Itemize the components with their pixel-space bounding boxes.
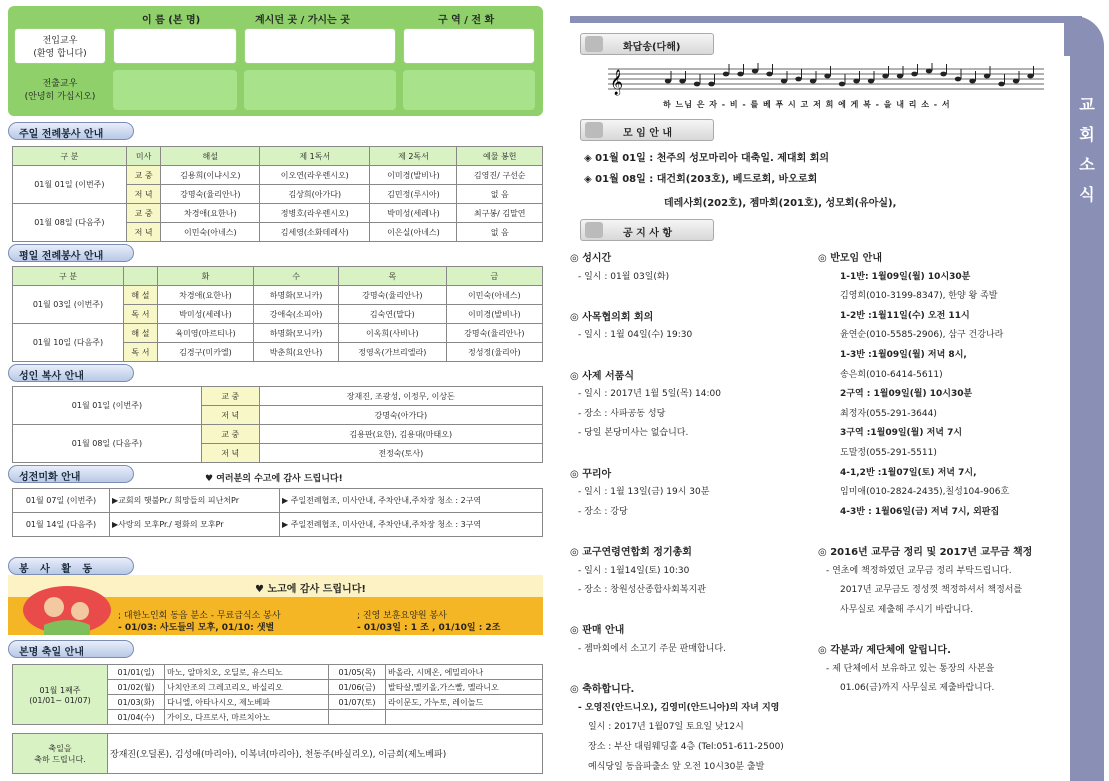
notice-left-line: - 젬마회에서 소고기 주문 판매합니다. bbox=[578, 644, 726, 654]
hymn-score bbox=[608, 63, 1044, 97]
feast-cell: 01/02(월) bbox=[108, 680, 165, 695]
adult-cell: 장재진, 조광성, 이정무, 이상돈 bbox=[259, 387, 542, 406]
notice-right-line: 3구역 :1월09일(월) 저녁 7시 bbox=[840, 428, 963, 439]
feast-cell: 01/07(토) bbox=[329, 695, 386, 710]
welcome-col-name: 이 름 (본 명) bbox=[142, 15, 201, 26]
service-title: 봉 사 활 동 bbox=[8, 557, 134, 575]
welcome-out-label bbox=[14, 70, 106, 110]
feast-cell: 01/06(금) bbox=[329, 680, 386, 695]
beauty-row bbox=[13, 489, 543, 513]
note bbox=[795, 77, 801, 82]
sidebar-label: 교 회 소 식 bbox=[1079, 95, 1095, 204]
sunday-cell: 이오연(라우렌시오) bbox=[260, 166, 370, 185]
notice-right-line: 임미애(010-2824-2435),칠성104-906호 bbox=[840, 487, 1010, 498]
sunday-cell: 정병호(라우렌시오) bbox=[260, 204, 370, 223]
welcome-out-place[interactable] bbox=[244, 70, 396, 110]
notice-right-line: 1-1반: 1월09일(월) 10시30분 bbox=[840, 271, 971, 282]
service-right2: - 01/03일 : 1 조 , 01/10일 : 2조 bbox=[357, 623, 501, 633]
service-right1: ; 진영 보훈요양원 봉사 bbox=[357, 611, 447, 621]
note bbox=[911, 72, 917, 77]
welcome-in-region[interactable] bbox=[403, 28, 535, 64]
welcome-col-region: 구 역 / 전 화 bbox=[438, 15, 495, 26]
weekday-cell: 이미경(발비나) bbox=[446, 305, 542, 324]
notice-right-line: - 제 단체에서 보유하고 있는 통장의 사본을 bbox=[826, 663, 995, 674]
weekday-header-cell: 금 bbox=[446, 267, 542, 286]
notice-left-line: - 일시 : 1월 13일(금) 19시 30분 bbox=[578, 487, 710, 498]
sunday-table bbox=[12, 146, 543, 242]
weekday-cell: 독 서 bbox=[123, 343, 157, 362]
hymn-lyrics: 하 느님 은 자 - 비 - 를 베 푸 시 고 저 희 에 게 복 - 을 내 리 소 - 서 bbox=[663, 100, 951, 109]
notice-left-line: - 일시 : 01월 03일(화) bbox=[578, 271, 670, 282]
hymn-icon bbox=[585, 36, 603, 52]
notice-right-line: 1-3반 :1월09일(월) 저녁 8시, bbox=[840, 350, 967, 360]
notice-right-line: 1-2반 :1월11일(수) 오전 11시 bbox=[840, 310, 970, 321]
adult-row bbox=[13, 387, 543, 406]
beauty-row bbox=[13, 513, 543, 537]
weekday-cell: 강명숙(율리안나) bbox=[339, 286, 447, 305]
note bbox=[679, 79, 685, 84]
note bbox=[926, 69, 932, 74]
meeting-icon bbox=[585, 122, 603, 138]
note bbox=[708, 82, 714, 87]
adult-date: 01월 08일 (다음주) bbox=[13, 425, 202, 463]
notice-right-line: ◎ 각분과/ 제단체에 알립니다. bbox=[818, 645, 951, 656]
notice-left-line: ◎ 사제 서품식 bbox=[570, 370, 634, 382]
note bbox=[1013, 79, 1019, 84]
sunday-header-cell: 구 분 bbox=[13, 147, 127, 166]
weekday-cell: 하명화(모니카) bbox=[254, 324, 339, 343]
note bbox=[824, 74, 830, 79]
note bbox=[665, 79, 671, 84]
weekday-table bbox=[12, 266, 543, 362]
sunday-header-cell: 제 2독서 bbox=[370, 147, 457, 166]
meeting-line2: ◈ 01월 08일 : 대건회(203호), 베드로회, 바오로회 bbox=[584, 174, 818, 185]
feast-congrats bbox=[12, 733, 543, 774]
notice-right-line: ◎ 반모임 안내 bbox=[818, 253, 882, 264]
note bbox=[737, 72, 743, 77]
weekday-cell: 이민숙(아네스) bbox=[446, 286, 542, 305]
hymn-title-text: 화답송(다해) bbox=[623, 42, 681, 53]
note bbox=[955, 77, 961, 82]
notice-left-line: ◎ 판매 안내 bbox=[570, 625, 625, 637]
right-header-bar bbox=[570, 16, 1082, 23]
weekday-row bbox=[13, 286, 543, 305]
sunday-cell: 김영진/ 구선순 bbox=[457, 166, 543, 185]
sunday-cell: 박미성(세레나) bbox=[370, 204, 457, 223]
adult-cell: 전정숙(토사) bbox=[259, 444, 542, 463]
notice-right-line: 김영희(010-3199-8347), 한양 왕 족발 bbox=[840, 291, 998, 302]
notice-left-line: - 일시 : 2017년 1월 5일(목) 14:00 bbox=[578, 389, 721, 400]
notice-left-line: ◎ 성시간 bbox=[570, 253, 612, 264]
feast-cell: 발타살,멜키올,가스빨, 멜라니오 bbox=[386, 680, 543, 695]
notice-right-line: - 연초에 책정하였던 교무금 정리 부탁드립니다. bbox=[826, 565, 1012, 576]
adult-cell: 저 녁 bbox=[201, 444, 259, 463]
weekday-header-cell bbox=[123, 267, 157, 286]
feast-cell: 라이문도, 가누토, 레이놀드 bbox=[386, 695, 543, 710]
weekday-cell: 강명숙(율리안나) bbox=[446, 324, 542, 343]
notice-left-line: - 일시 : 1월 04일(수) 19:30 bbox=[578, 330, 693, 341]
notice-right-line: 도말정(055-291-5511) bbox=[840, 448, 937, 458]
notice-title bbox=[580, 219, 714, 241]
sunday-cell: 김상희(아가다) bbox=[260, 185, 370, 204]
volunteers-image bbox=[22, 585, 112, 635]
hymn-title bbox=[580, 33, 714, 55]
notice-left-line: - 장소 : 창원성산종합사회복지관 bbox=[578, 585, 706, 596]
notice-left-line: 예식당일 동읍파출소 앞 오전 10시30분 출발 bbox=[588, 761, 765, 772]
adult-cell: 교 중 bbox=[201, 387, 259, 406]
weekday-cell: 박춘희(요안나) bbox=[254, 343, 339, 362]
weekday-date: 01월 03일 (이번주) bbox=[13, 286, 124, 324]
welcome-out-text: 전출교우 (안녕히 가십시오) bbox=[24, 79, 96, 102]
note bbox=[868, 79, 874, 84]
sunday-header-cell: 예물 봉헌 bbox=[457, 147, 543, 166]
beauty-cell: 01월 14일 (다음주) bbox=[13, 513, 110, 537]
weekday-row bbox=[13, 324, 543, 343]
sunday-cell: 이미경(발비나) bbox=[370, 166, 457, 185]
notice-right-line: 4-1,2반 :1월07일(토) 저녁 7시, bbox=[840, 467, 977, 478]
adult-date: 01월 01일 (이번주) bbox=[13, 387, 202, 425]
sunday-cell: 교 중 bbox=[126, 204, 161, 223]
note bbox=[1027, 74, 1033, 79]
feast-table bbox=[12, 664, 543, 725]
notice-left-line: ◎ 교구연령연합회 정기총회 bbox=[570, 547, 692, 558]
feast-cell: 가이오, 다프로사, 마르치아노 bbox=[165, 710, 329, 725]
notice-left-line: - 당일 본당미사는 없습니다. bbox=[578, 428, 689, 439]
weekday-cell: 김숙연(말다) bbox=[339, 305, 447, 324]
beauty-cell: ▶ 주일전례협조, 미사안내, 주차안내,주차장 청소 : 3구역 bbox=[280, 513, 543, 537]
note bbox=[940, 72, 946, 77]
notice-icon bbox=[585, 222, 603, 238]
note bbox=[810, 79, 816, 84]
weekday-header-row bbox=[13, 267, 543, 286]
feast-cell: 마노, 알마치오, 오딜로, 유스티노 bbox=[165, 665, 329, 680]
welcome-out-name[interactable] bbox=[113, 70, 237, 110]
feast-week: 01월 1째주 (01/01~ 01/07) bbox=[13, 665, 108, 725]
note bbox=[853, 79, 859, 84]
feast-cell: 다니엘, 아타나시오, 제노베파 bbox=[165, 695, 329, 710]
notice-left-line: 장소 : 부산 대림웨딩홀 4층 (Tel:051-611-2500) bbox=[588, 742, 784, 752]
meeting-title-text: 모 임 안 내 bbox=[623, 128, 673, 139]
weekday-cell: 강애숙(소피아) bbox=[254, 305, 339, 324]
adult-row bbox=[13, 425, 543, 444]
weekday-cell: 해 설 bbox=[123, 324, 157, 343]
sunday-header-cell: 제 1독서 bbox=[260, 147, 370, 166]
note bbox=[897, 74, 903, 79]
weekday-cell: 독 서 bbox=[123, 305, 157, 324]
sunday-date: 01월 08일 (다음주) bbox=[13, 204, 127, 242]
weekday-cell: 해 설 bbox=[123, 286, 157, 305]
welcome-in-place[interactable] bbox=[244, 28, 396, 64]
feast-cell bbox=[386, 710, 543, 725]
weekday-cell: 육미영(마르티나) bbox=[157, 324, 253, 343]
note bbox=[766, 72, 772, 77]
note bbox=[723, 72, 729, 77]
notice-right-line: 윤연순(010-5585-2906), 삼구 건강나라 bbox=[840, 330, 1004, 341]
weekday-cell: 이옥희(사비나) bbox=[339, 324, 447, 343]
notice-right-line: 송은희(010-6414-5611) bbox=[840, 369, 943, 380]
feast-cell: 01/05(목) bbox=[329, 665, 386, 680]
sunday-cell: 김민정(루시아) bbox=[370, 185, 457, 204]
weekday-title: 평일 전례봉사 안내 bbox=[8, 244, 134, 262]
sunday-cell: 저 녁 bbox=[126, 185, 161, 204]
sunday-cell: 차경애(요한나) bbox=[161, 204, 260, 223]
sunday-title: 주일 전례봉사 안내 bbox=[8, 122, 134, 140]
feast-cell: 바올라, 시메온, 에밀리아나 bbox=[386, 665, 543, 680]
service-illustration bbox=[22, 585, 112, 635]
note bbox=[998, 82, 1004, 87]
notice-right-line: 2017년 교무금도 정성껏 책정하셔서 책정서를 bbox=[840, 585, 1023, 596]
note bbox=[984, 74, 990, 79]
beauty-title: 성전미화 안내 bbox=[8, 465, 134, 483]
sunday-header-cell: 해설 bbox=[161, 147, 260, 166]
weekday-header-cell: 수 bbox=[254, 267, 339, 286]
welcome-out-region[interactable] bbox=[403, 70, 535, 110]
notice-left-line: - 장소 : 사파공동 성당 bbox=[578, 408, 666, 419]
weekday-cell: 하명화(모니카) bbox=[254, 286, 339, 305]
note bbox=[882, 74, 888, 79]
feast-cell: 01/01(일) bbox=[108, 665, 165, 680]
sunday-cell: 김용희(이냐시오) bbox=[161, 166, 260, 185]
welcome-in-label bbox=[14, 28, 106, 64]
weekday-header-cell: 화 bbox=[157, 267, 253, 286]
beauty-table bbox=[12, 488, 543, 537]
meeting-line3: 데레사회(202호), 젬마회(201호), 성모회(유아실), bbox=[664, 198, 897, 209]
meeting-title bbox=[580, 119, 714, 141]
notice-left-line: 일시 : 2017년 1월07일 토요일 낮12시 bbox=[588, 722, 744, 733]
music-staff bbox=[608, 63, 1044, 97]
adult-cell: 김용판(요한), 김용대(마태오) bbox=[259, 425, 542, 444]
weekday-header-cell: 목 bbox=[339, 267, 447, 286]
note bbox=[781, 79, 787, 84]
notice-left-line: ◎ 사목협의회 회의 bbox=[570, 311, 654, 323]
welcome-in-text: 전입교우 (환영 합니다) bbox=[33, 36, 87, 59]
weekday-cell: 차경애(요한나) bbox=[157, 286, 253, 305]
sunday-date: 01월 01일 (이번주) bbox=[13, 166, 127, 204]
sunday-header-row bbox=[13, 147, 543, 166]
service-left2: - 01/03: 사도들의 모후, 01/10: 샛별 bbox=[118, 623, 275, 633]
beauty-thanks: ♥ 여러분의 수고에 감사 드립니다! bbox=[205, 474, 343, 484]
notice-left-line: ◎ 꾸리아 bbox=[570, 468, 612, 480]
sunday-row bbox=[13, 204, 543, 223]
sunday-cell: 김세영(소화데레사) bbox=[260, 223, 370, 242]
congrats-names: 장재진(오딜론), 김성애(마리아), 이복녀(마리아), 천동주(바실리오), 이금희(제노베파) bbox=[108, 734, 543, 774]
feast-row bbox=[13, 665, 543, 680]
sunday-cell: 저 녁 bbox=[126, 223, 161, 242]
feast-cell bbox=[329, 710, 386, 725]
feast-title: 본명 축일 안내 bbox=[8, 640, 134, 658]
beauty-cell: ▶ 주일전례협조, 미사안내, 주차안내,주차장 청소 : 2구역 bbox=[280, 489, 543, 513]
weekday-cell: 정영옥(가브리엘라) bbox=[339, 343, 447, 362]
notice-left-line: - 오영진(안드니오), 김영미(안드니아)의 자녀 지영 bbox=[578, 702, 780, 713]
feast-cell: 01/04(수) bbox=[108, 710, 165, 725]
notice-right-line: 사무실로 제출해 주시기 바랍니다. bbox=[840, 604, 974, 615]
adult-cell: 강명숙(아가다) bbox=[259, 406, 542, 425]
notice-right-line: 01.06(금)까지 사무실로 제출바랍니다. bbox=[840, 683, 995, 694]
sunday-cell: 최구봉/ 김말연 bbox=[457, 204, 543, 223]
feast-cell: 01/03(화) bbox=[108, 695, 165, 710]
adult-cell: 교 중 bbox=[201, 425, 259, 444]
notice-right-line: 2구역 : 1월09일(월) 10시30분 bbox=[840, 389, 973, 400]
note bbox=[969, 79, 975, 84]
sunday-cell: 교 중 bbox=[126, 166, 161, 185]
service-left1: ; 대한노인회 동읍 분소 - 무료급식소 봉사 bbox=[118, 611, 281, 621]
notice-left-line: - 일시 : 1월14일(토) 10:30 bbox=[578, 565, 690, 576]
beauty-cell: 01월 07일 (이번주) bbox=[13, 489, 110, 513]
beauty-cell: ▶사랑의 모후Pr./ 평화의 모후Pr bbox=[110, 513, 280, 537]
svg-text:𝄞: 𝄞 bbox=[610, 70, 624, 95]
adult-table bbox=[12, 386, 543, 463]
weekday-cell: 정성정(율리아) bbox=[446, 343, 542, 362]
congrats-label: 축일을 축하 드립니다. bbox=[13, 734, 108, 774]
note bbox=[839, 82, 845, 87]
sunday-header-cell: 미사 bbox=[126, 147, 161, 166]
adult-title: 성인 복사 안내 bbox=[8, 364, 134, 382]
sunday-cell: 이은실(아네스) bbox=[370, 223, 457, 242]
welcome-in-name[interactable] bbox=[113, 28, 237, 64]
notice-title-text: 공 지 사 항 bbox=[623, 228, 673, 239]
sunday-cell: 이민숙(아네스) bbox=[161, 223, 260, 242]
weekday-cell: 박미성(세레나) bbox=[157, 305, 253, 324]
adult-cell: 저 녁 bbox=[201, 406, 259, 425]
sunday-row bbox=[13, 166, 543, 185]
notice-right-line: ◎ 2016년 교무금 정리 및 2017년 교무금 책정 bbox=[818, 547, 1033, 558]
beauty-cell: ▶교회의 햇불Pr./ 희망들의 피난처Pr bbox=[110, 489, 280, 513]
welcome-col-place: 계시던 곳 / 가시는 곳 bbox=[255, 15, 350, 26]
sunday-cell: 강명숙(율리안나) bbox=[161, 185, 260, 204]
notice-left-line: - 장소 : 강당 bbox=[578, 506, 628, 517]
weekday-header-cell: 구 분 bbox=[13, 267, 124, 286]
weekday-date: 01월 10일 (다음주) bbox=[13, 324, 124, 362]
weekday-cell: 김경구(미카엘) bbox=[157, 343, 253, 362]
sunday-cell: 없 음 bbox=[457, 223, 543, 242]
note bbox=[694, 82, 700, 87]
notice-right-line: 최정자(055-291-3644) bbox=[840, 408, 937, 419]
service-thanks: ♥ 노고에 감사 드립니다! bbox=[255, 584, 366, 595]
meeting-line1: ◈ 01월 01일 : 천주의 성모마리아 대축일. 제대회 회의 bbox=[584, 153, 830, 164]
note bbox=[752, 69, 758, 74]
notice-right-line: 4-3반 : 1월06일(금) 저녁 7시, 외판집 bbox=[840, 506, 1000, 517]
feast-cell: 나치안조의 그레고리오, 바실리오 bbox=[165, 680, 329, 695]
notice-left-line: ◎ 축하합니다. bbox=[570, 684, 635, 696]
sunday-cell: 없 음 bbox=[457, 185, 543, 204]
